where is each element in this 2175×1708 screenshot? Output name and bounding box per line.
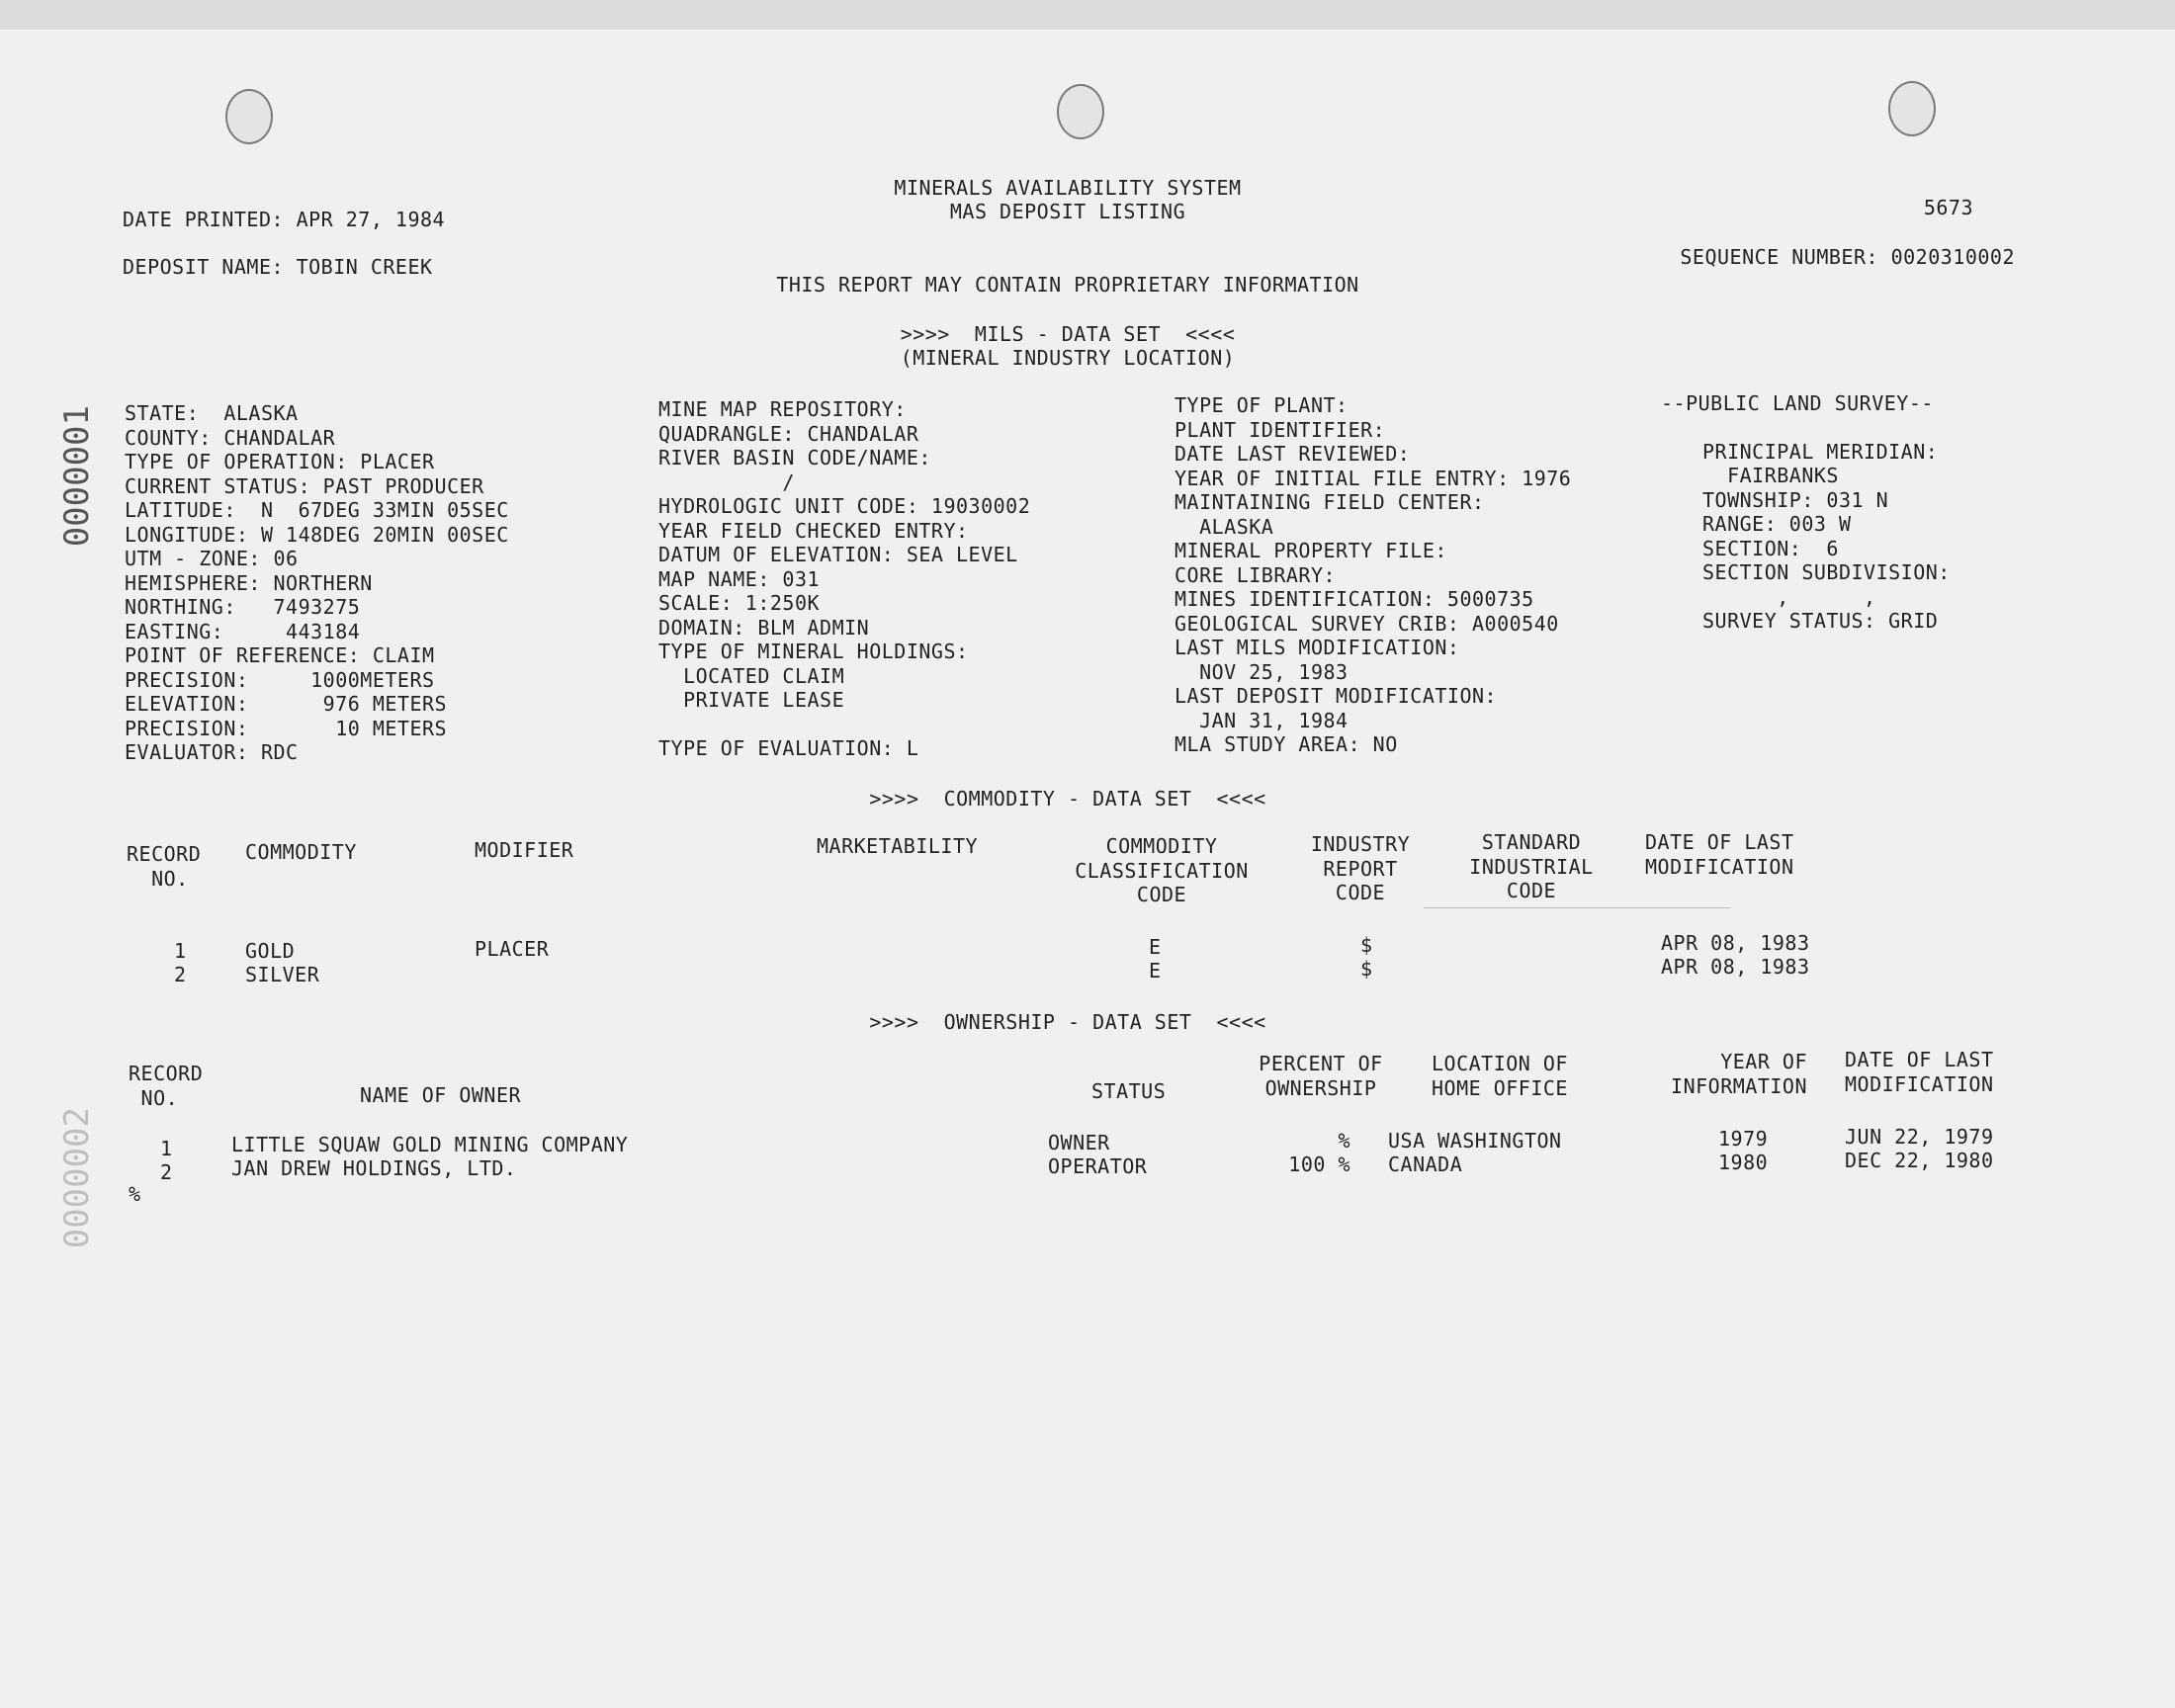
deposit-name: DEPOSIT NAME: TOBIN CREEK	[123, 255, 433, 279]
punch-hole-left	[225, 89, 273, 144]
mils-field: MINE MAP REPOSITORY:	[658, 397, 907, 421]
mils-field: NORTHING: 7493275	[125, 595, 361, 619]
mils-field: RIVER BASIN CODE/NAME:	[658, 446, 931, 470]
mils-field: TYPE OF MINERAL HOLDINGS:	[658, 640, 969, 663]
mils-field: LONGITUDE: W 148DEG 20MIN 00SEC	[125, 522, 509, 547]
commodity-header-sic: STANDARD INDUSTRIAL CODE	[1469, 830, 1594, 902]
mils-field: GEOLOGICAL SURVEY CRIB: A000540	[1174, 611, 1559, 636]
plss-field: RANGE: 003 W	[1702, 512, 1852, 536]
commodity-modifier: PLACER	[475, 937, 550, 961]
ownership-header-year: YEAR OF INFORMATION	[1671, 1050, 1807, 1098]
mils-field: TYPE OF PLANT:	[1174, 393, 1348, 417]
mils-field: DATE LAST REVIEWED:	[1174, 442, 1411, 466]
mils-field: HYDROLOGIC UNIT CODE: 19030002	[658, 494, 1031, 518]
owner-status: OWNER	[1048, 1131, 1110, 1154]
plss-field: SURVEY STATUS: GRID	[1702, 609, 1939, 633]
scan-border	[0, 0, 2175, 30]
mils-field: MINES IDENTIFICATION: 5000735	[1174, 587, 1534, 611]
mils-field: TYPE OF OPERATION: PLACER	[125, 450, 435, 473]
owner-percent: %	[1338, 1129, 1350, 1153]
mils-subheading: (MINERAL INDUSTRY LOCATION)	[900, 346, 1236, 370]
commodity-class-code: E	[1149, 959, 1162, 982]
mils-column-records	[1174, 393, 1571, 757]
ownership-header-status: STATUS	[1091, 1079, 1167, 1103]
mils-column-geography	[658, 397, 1030, 761]
commodity-industry-code: $	[1360, 933, 1373, 957]
commodity-header-modifier: MODIFIER	[475, 838, 574, 862]
side-control-number-faint: 0000002	[57, 1107, 97, 1249]
ownership-heading: >>>> OWNERSHIP - DATA SET <<<<	[869, 1010, 1266, 1034]
commodity-industry-code: $	[1360, 957, 1373, 981]
owner-name: LITTLE SQUAW GOLD MINING COMPANY	[231, 1133, 629, 1156]
mils-field: EASTING: 443184	[125, 619, 361, 643]
mils-field: HEMISPHERE: NORTHERN	[125, 570, 373, 595]
mils-field: LATITUDE: N 67DEG 33MIN 05SEC	[125, 498, 509, 522]
commodity-header-classification: COMMODITY CLASSIFICATION CODE	[1075, 834, 1249, 906]
mils-field: COUNTY: CHANDALAR	[125, 425, 336, 450]
mils-field: ALASKA	[1174, 514, 1274, 539]
ownership-header-record-no: RECORD NO.	[129, 1062, 204, 1110]
commodity-header-record-no: RECORD NO.	[127, 842, 202, 891]
mils-field: SCALE: 1:250K	[658, 591, 821, 615]
ownership-header-location: LOCATION OF HOME OFFICE	[1432, 1052, 1568, 1100]
owner-record-no: 2	[160, 1160, 173, 1184]
mils-field: POINT OF REFERENCE: CLAIM	[125, 643, 435, 667]
mils-field: CORE LIBRARY:	[1174, 562, 1337, 587]
owner-year: 1979	[1718, 1127, 1769, 1151]
punch-hole-right	[1888, 81, 1936, 136]
commodity-class-code: E	[1149, 935, 1162, 959]
commodity-name: SILVER	[245, 963, 320, 986]
commodity-name: GOLD	[245, 939, 296, 963]
commodity-heading: >>>> COMMODITY - DATA SET <<<<	[869, 787, 1266, 811]
plss-field: PRINCIPAL MERIDIAN:	[1702, 439, 1939, 464]
mils-field: PRECISION: 1000METERS	[125, 667, 435, 692]
mils-field: QUADRANGLE: CHANDALAR	[658, 421, 919, 446]
printout-sheet	[0, 30, 2175, 1708]
mils-field: DATUM OF ELEVATION: SEA LEVEL	[658, 543, 1018, 566]
side-control-number: 0000001	[57, 405, 97, 548]
mils-column-plss	[1702, 415, 1951, 634]
plss-field: SECTION SUBDIVISION:	[1702, 560, 1951, 584]
commodity-record-no: 1	[174, 939, 187, 963]
commodity-header-date: DATE OF LAST MODIFICATION	[1645, 830, 1794, 879]
mils-field	[658, 713, 1030, 737]
plss-field: FAIRBANKS	[1702, 464, 1839, 487]
commodity-record-no: 2	[174, 963, 187, 986]
mils-field: PRIVATE LEASE	[658, 688, 845, 712]
mils-field: MINERAL PROPERTY FILE:	[1174, 539, 1447, 562]
mils-field: /	[658, 470, 795, 494]
mils-field: MAP NAME: 031	[658, 566, 821, 591]
mils-field: PLANT IDENTIFIER:	[1174, 417, 1386, 442]
mils-field: YEAR OF INITIAL FILE ENTRY: 1976	[1174, 466, 1572, 490]
mils-column-location	[125, 401, 509, 765]
owner-status: OPERATOR	[1048, 1154, 1148, 1178]
header-rule	[1424, 907, 1730, 908]
mils-field: PRECISION: 10 METERS	[125, 716, 448, 740]
mils-field: JAN 31, 1984	[1174, 708, 1348, 732]
commodity-header-commodity: COMMODITY	[245, 840, 357, 864]
plss-heading: --PUBLIC LAND SURVEY--	[1661, 391, 1934, 415]
mils-field: LOCATED CLAIM	[658, 663, 845, 688]
plss-field: , ,	[1702, 584, 1876, 609]
mils-field: MAINTAINING FIELD CENTER:	[1174, 490, 1485, 514]
mils-field: ELEVATION: 976 METERS	[125, 692, 448, 716]
mils-field: EVALUATOR: RDC	[125, 740, 299, 764]
mils-field: CURRENT STATUS: PAST PRODUCER	[125, 473, 484, 498]
plss-field: SECTION: 6	[1702, 536, 1839, 560]
mils-field: LAST DEPOSIT MODIFICATION:	[1174, 684, 1498, 708]
mils-field: STATE: ALASKA	[125, 401, 299, 425]
mils-heading: >>>> MILS - DATA SET <<<<	[900, 322, 1236, 346]
plss-field	[1702, 415, 1951, 440]
listing-title: MAS DEPOSIT LISTING	[949, 200, 1186, 223]
owner-location: USA WASHINGTON	[1388, 1129, 1562, 1153]
ownership-header-percent: PERCENT OF OWNERSHIP	[1259, 1052, 1383, 1100]
owner-location: CANADA	[1388, 1153, 1463, 1176]
mils-field: YEAR FIELD CHECKED ENTRY:	[658, 518, 969, 543]
mils-field: MLA STUDY AREA: NO	[1174, 732, 1398, 756]
plss-field: TOWNSHIP: 031 N	[1702, 487, 1889, 512]
owner-date: DEC 22, 1980	[1845, 1149, 1994, 1172]
commodity-date: APR 08, 1983	[1661, 955, 1810, 979]
owner-date: JUN 22, 1979	[1845, 1125, 1994, 1149]
mils-field: DOMAIN: BLM ADMIN	[658, 615, 870, 640]
date-printed: DATE PRINTED: APR 27, 1984	[123, 208, 446, 231]
punch-hole-center	[1057, 84, 1104, 139]
commodity-header-industry-code: INDUSTRY REPORT CODE	[1310, 832, 1411, 904]
mils-field: LAST MILS MODIFICATION:	[1174, 636, 1460, 659]
owner-percent: 100 %	[1288, 1153, 1350, 1176]
mils-field: UTM - ZONE: 06	[125, 547, 299, 570]
owner-record-no: 1	[160, 1137, 173, 1160]
proprietary-notice: THIS REPORT MAY CONTAIN PROPRIETARY INFORMATION	[776, 273, 1359, 297]
owner-name: JAN DREW HOLDINGS, LTD.	[231, 1156, 517, 1180]
ownership-header-name: NAME OF OWNER	[360, 1083, 522, 1107]
commodity-header-marketability: MARKETABILITY	[817, 834, 979, 858]
sequence-number: SEQUENCE NUMBER: 0020310002	[1680, 245, 2015, 269]
ownership-header-date: DATE OF LAST MODIFICATION	[1845, 1048, 1994, 1096]
mils-field: TYPE OF EVALUATION: L	[658, 736, 919, 760]
listing-trailer: %	[129, 1182, 141, 1206]
owner-year: 1980	[1718, 1151, 1769, 1174]
commodity-date: APR 08, 1983	[1661, 931, 1810, 955]
mils-field: NOV 25, 1983	[1174, 659, 1348, 684]
page-number: 5673	[1923, 196, 1973, 219]
system-title: MINERALS AVAILABILITY SYSTEM	[894, 176, 1242, 200]
